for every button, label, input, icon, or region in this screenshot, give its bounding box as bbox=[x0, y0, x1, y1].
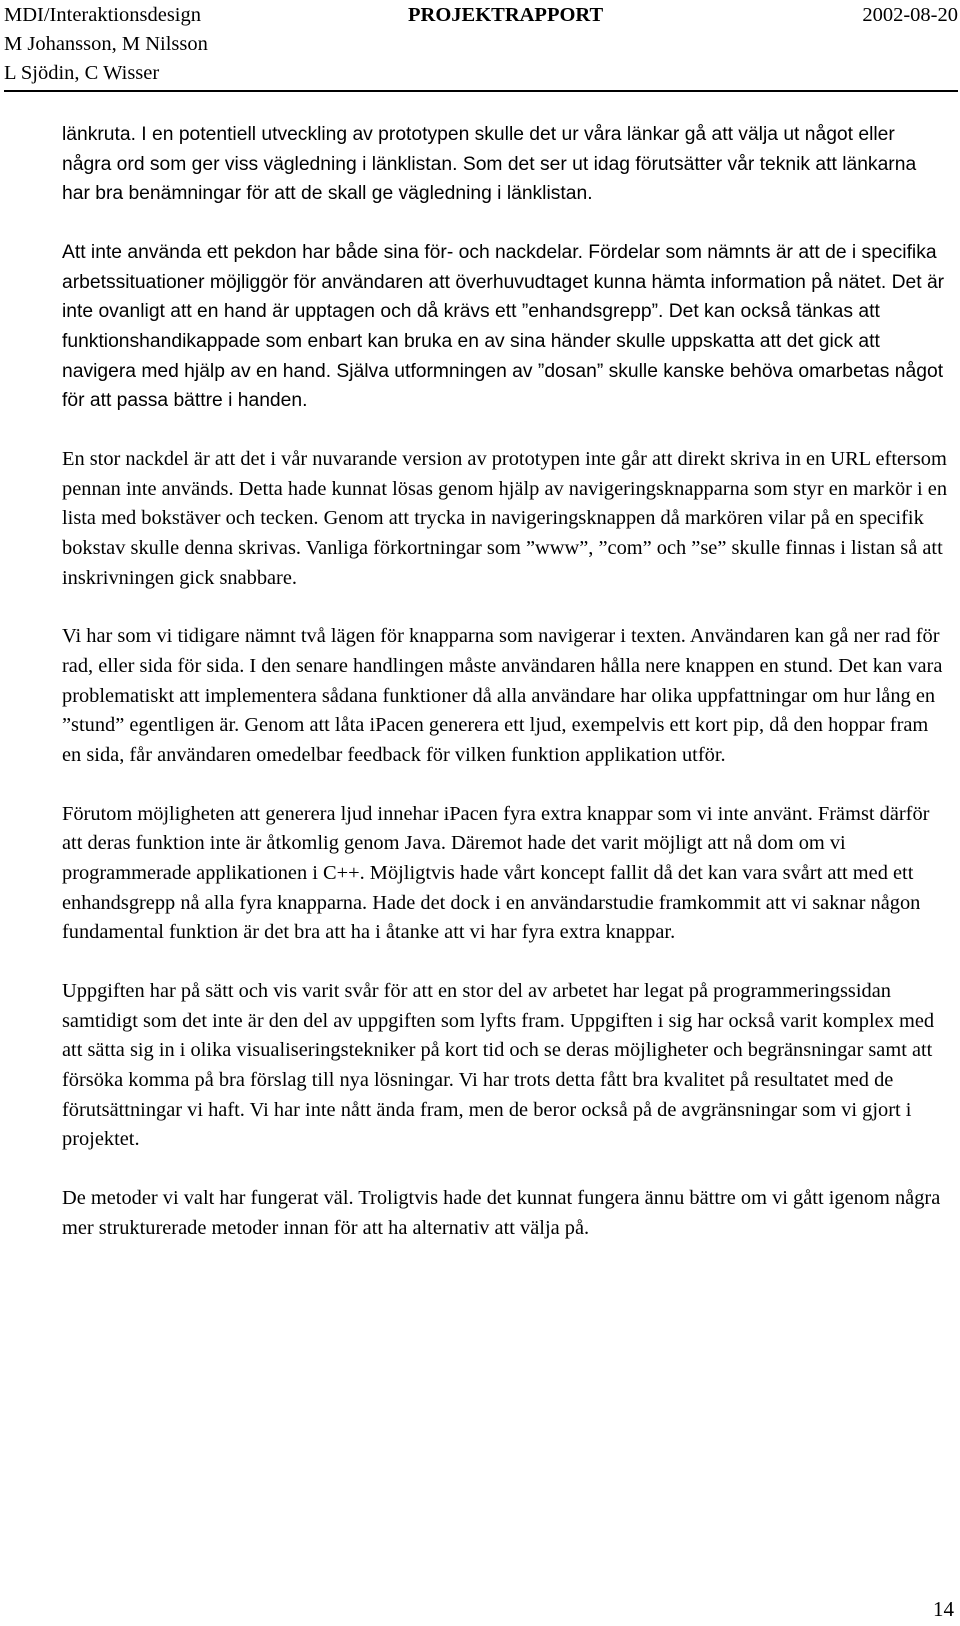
header-divider bbox=[4, 90, 958, 92]
document-date: 2002-08-20 bbox=[862, 4, 958, 26]
paragraph-2: Att inte använda ett pekdon har både sina för- och nackdelar. Fördelar som nämnts är att de i specifika arbetssituationer möjliggör för användaren att överhuvudtaget kunna hämta information på nätet. Det är inte ovanligt att en hand är upptagen och då krävs ett ”enhandsgrepp”. Det kan också tänkas att funktionshandikappade som enbart kan bruka en av sina händer skulle uppskatta att det gick att navigera med hjälp av en hand. Själva utformningen av ”dosan” skulle kanske behöva omarbetas något för att passa bättre i handen. bbox=[62, 242, 945, 412]
paragraph-1: länkruta. I en potentiell utveckling av prototypen skulle det ur våra länkar gå att välja ut något eller några ord som ger viss vägledning i länklistan. Som det ser ut idag förutsätter vår teknik att länkarna har bra benämningar för att de skall ge vägledning i länklistan. bbox=[62, 124, 917, 205]
paragraph-4: Vi har som vi tidigare nämnt två lägen för knapparna som navigerar i texten. Användaren kan gå ner rad för rad, eller sida för sida. I den senare handlingen måste användaren hålla nere knappen en stund. Det kan vara problematiskt att implementera sådana funktioner då alla användare har olika uppfattningar om hur lång en ”stund” egentligen är. Genom att låta iPacen generera ett ljud, exempelvis ett kort pip, då den hoppar fram en sida, får användaren omedelbar feedback för vilken funktion applikation utför. bbox=[62, 625, 943, 766]
course-name: MDI/Interaktionsdesign bbox=[4, 4, 201, 26]
page-header bbox=[4, 0, 958, 87]
authors-line-1: M Johansson, M Nilsson bbox=[4, 33, 208, 55]
header-row-3 bbox=[4, 58, 958, 87]
document-title: PROJEKTRAPPORT bbox=[408, 4, 604, 26]
paragraph-7: De metoder vi valt har fungerat väl. Troligtvis hade det kunnat fungera ännu bättre om vi gått igenom några mer strukturerade metoder innan för att ha alternativ att välja på. bbox=[62, 1187, 941, 1239]
header-row-2 bbox=[4, 29, 958, 58]
body-text bbox=[62, 120, 948, 1273]
page-number: 14 bbox=[933, 1597, 954, 1621]
paragraph-6: Uppgiften har på sätt och vis varit svår för att en stor del av arbetet har legat på programmeringssidan samtidigt som det inte är den del av uppgiften som lyfts fram. Uppgiften i sig har också varit komplex med att sätta sig in i olika visualiseringstekniker på kort tid och se deras möjligheter och begränsningar samt att försöka komma på bra förslag till nya lösningar. Vi har trots detta fått bra kvalitet på resultatet med de förutsättningar vi haft. Vi har inte nått ända fram, men de beror också på de avgränsningar som vi gjort i projektet. bbox=[62, 980, 935, 1151]
authors-line-2: L Sjödin, C Wisser bbox=[4, 62, 160, 84]
paragraph-5: Förutom möjligheten att generera ljud innehar iPacen fyra extra knappar som vi inte använt. Främst därför att deras funktion inte är åtkomlig genom Java. Däremot hade det varit möjligt att nå dom om vi programmerade applikationen i C++. Möjligtvis hade vårt koncept fallit då det kan vara svårt att med ett enhandsgrepp nå alla fyra knapparna. Hade det dock i en användarstudie framkommit att vi saknar någon fundamental funktion är det bra att ha i åtanke att vi har fyra extra knappar. bbox=[62, 802, 930, 944]
header-row-1 bbox=[4, 0, 958, 29]
paragraph-3: En stor nackdel är att det i vår nuvarande version av prototypen inte går att direkt skriva in en URL eftersom pennan inte används. Detta hade kunnat lösas genom hjälp av navigeringsknapparna som styr en markör i en lista med bokstäver och tecken. Genom att trycka in navigeringsknappen då markören vilar på en specifik bokstav skulle denna skrivas. Vanliga förkortningar som ”www”, ”com” och ”se” skulle finnas i listan så att inskrivningen gick snabbare. bbox=[62, 448, 948, 589]
